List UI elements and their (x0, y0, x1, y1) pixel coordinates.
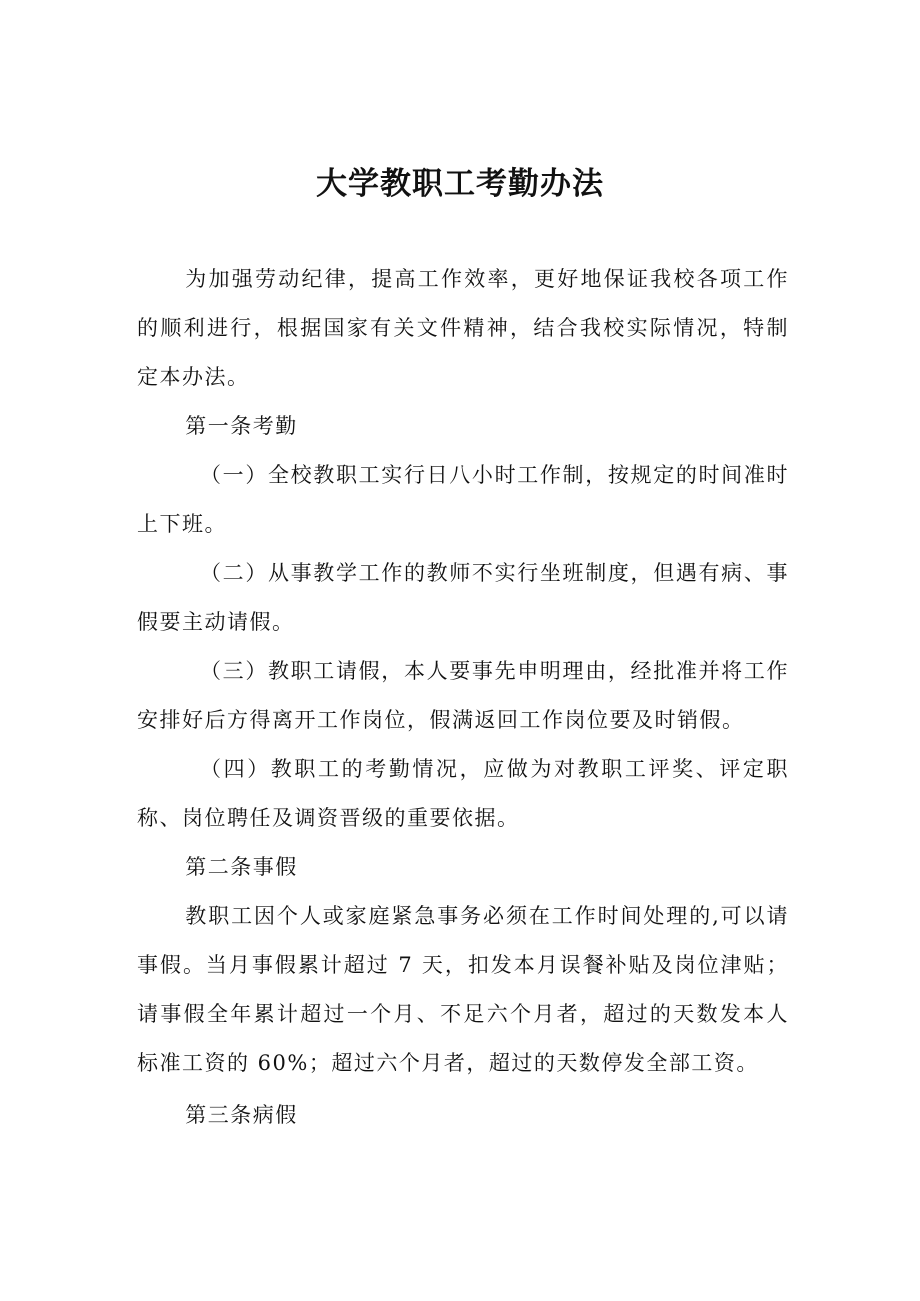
article-1-item-1: （一）全校教职工实行日八小时工作制，按规定的时间准时上下班。 (137, 463, 789, 536)
intro-paragraph: 为加强劳动纪律，提高工作效率，更好地保证我校各项工作的顺利进行，根据国家有关文件精神，结合我校实际情况，特制定本办法。 (137, 267, 789, 389)
article-1-item-4: （四）教职工的考勤情况，应做为对教职工评奖、评定职称、岗位聘任及调资晋级的重要依据。 (137, 757, 789, 830)
article-1-item-3: （三）教职工请假，本人要事先申明理由，经批准并将工作安排好后方得离开工作岗位，假满返回工作岗位要及时销假。 (137, 659, 789, 732)
article-2-heading: 第二条事假 (185, 855, 298, 879)
document-title: 大学教职工考勤办法 (316, 166, 604, 202)
article-2-paragraph: 教职工因个人或家庭紧急事务必须在工作时间处理的,可以请事假。当月事假累计超过 7 天，扣发本月误餐补贴及岗位津贴；请事假全年累计超过一个月、不足六个月者，超过的天数发本人标准工资的 60%；超过六个月者，超过的天数停发全部工资。 (137, 904, 789, 1075)
article-3-heading: 第三条病假 (185, 1103, 298, 1127)
document-body (137, 255, 789, 1140)
article-1-item-2: （二）从事教学工作的教师不实行坐班制度，但遇有病、事假要主动请假。 (137, 561, 789, 634)
article-1-heading: 第一条考勤 (185, 414, 298, 438)
